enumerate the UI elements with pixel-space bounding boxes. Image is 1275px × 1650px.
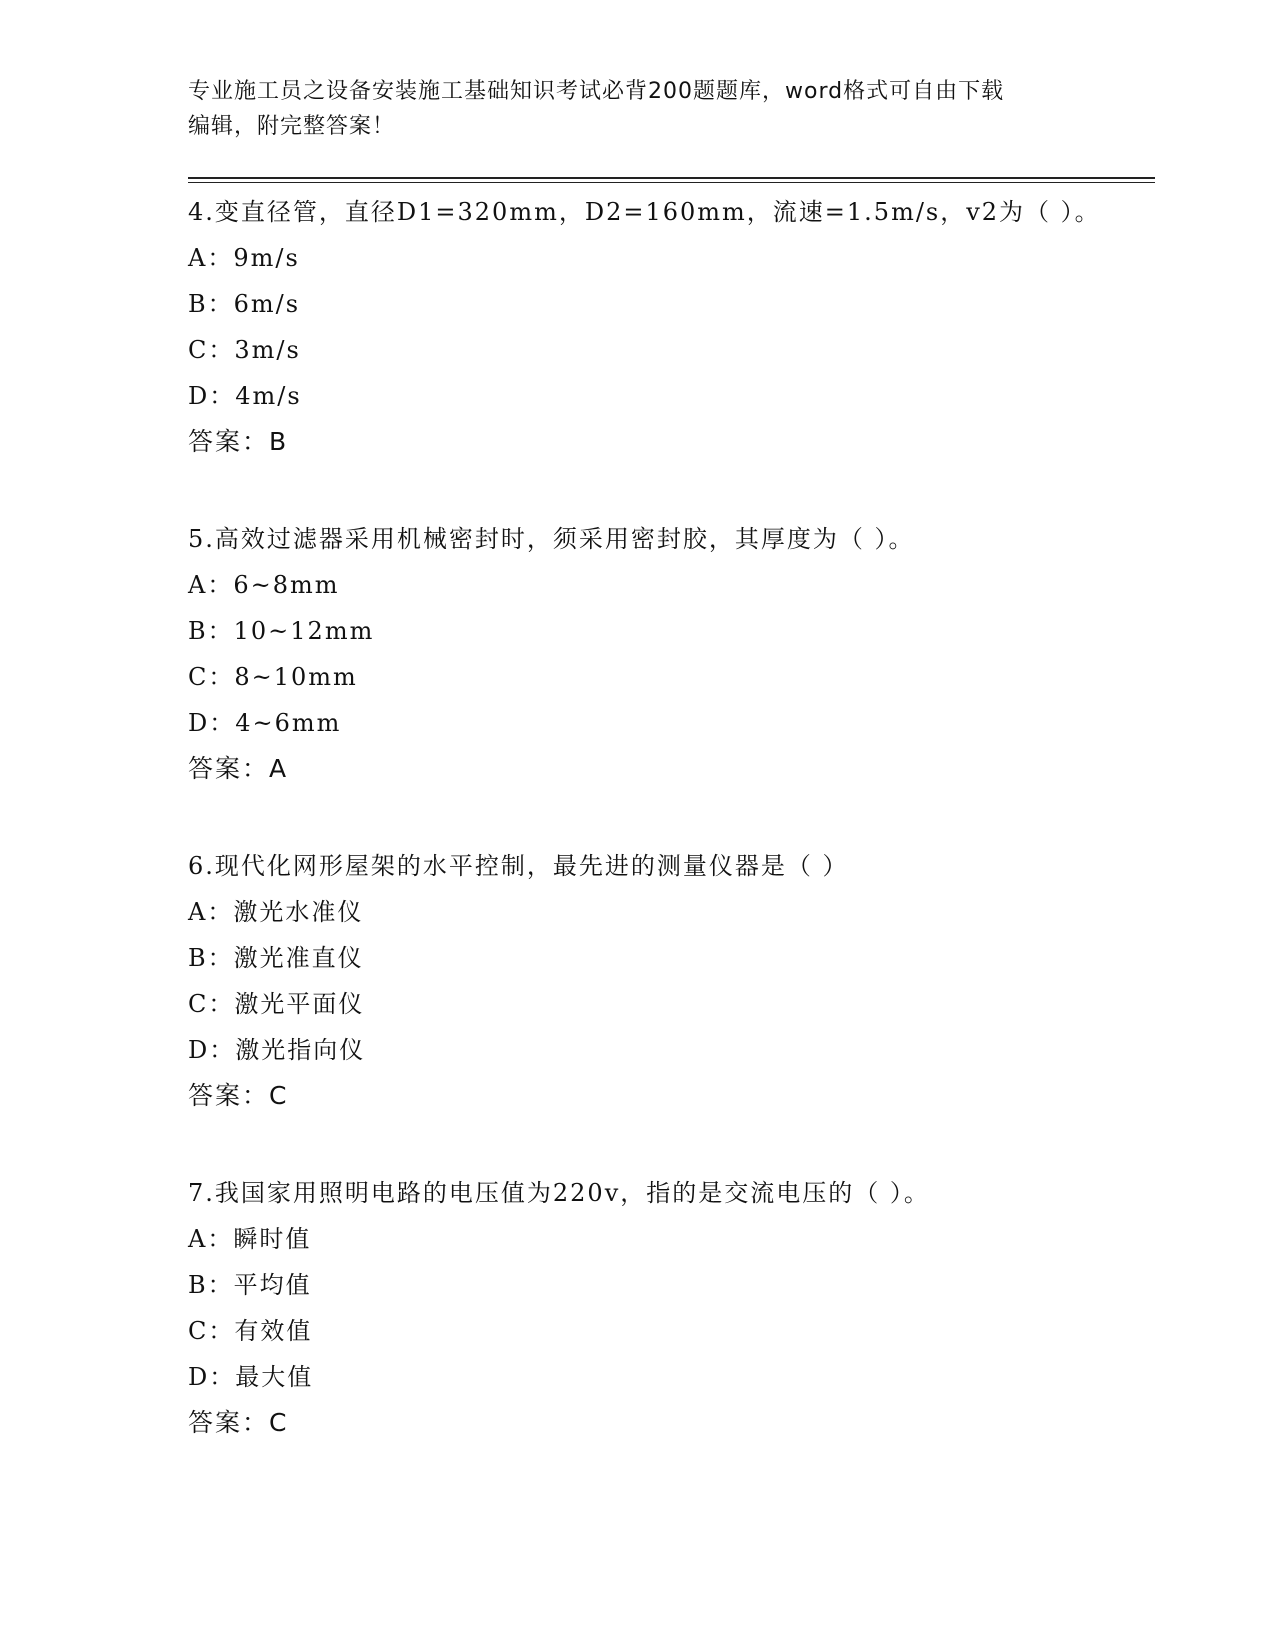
option-a: A：9m/s <box>188 244 300 272</box>
option-d: D：最大值 <box>188 1363 314 1391</box>
option-c: C：激光平面仪 <box>188 990 365 1018</box>
header-line-2: 编辑，附完整答案！ <box>188 114 396 139</box>
option-a: A：瞬时值 <box>188 1225 312 1253</box>
question-stem: 7.我国家用照明电路的电压值为220v，指的是交流电压的（ ）。 <box>188 1179 930 1207</box>
header-divider-thin <box>188 182 1155 183</box>
option-c: C：有效值 <box>188 1317 313 1345</box>
option-d: D：4~6mm <box>188 709 342 737</box>
question-4 <box>188 189 1155 465</box>
option-b: B：6m/s <box>188 290 301 318</box>
question-6 <box>188 843 1155 1119</box>
question-5 <box>188 516 1155 792</box>
question-7 <box>188 1170 1155 1446</box>
option-b: B：激光准直仪 <box>188 944 364 972</box>
option-d: D：4m/s <box>188 382 302 410</box>
question-stem: 6.现代化网形屋架的水平控制，最先进的测量仪器是（ ） <box>188 852 849 880</box>
option-c: C：8~10mm <box>188 663 358 691</box>
option-d: D：激光指向仪 <box>188 1036 366 1064</box>
answer-line: 答案：C <box>188 1408 289 1437</box>
answer-line: 答案：A <box>188 754 289 783</box>
option-a: A：6~8mm <box>188 571 340 599</box>
header-divider-thick <box>188 177 1155 179</box>
option-b: B：平均值 <box>188 1271 312 1299</box>
document-header <box>188 74 1088 144</box>
question-list <box>188 189 1155 1497</box>
question-stem: 5.高效过滤器采用机械密封时，须采用密封胶，其厚度为（ ）。 <box>188 525 915 553</box>
header-line-1: 专业施工员之设备安装施工基础知识考试必背200题题库，word格式可自由下载 <box>188 79 1005 104</box>
option-c: C：3m/s <box>188 336 301 364</box>
option-a: A：激光水准仪 <box>188 898 364 926</box>
question-stem: 4.变直径管，直径D1=320mm，D2=160mm，流速=1.5m/s，v2为（ ）。 <box>188 198 1101 226</box>
answer-line: 答案：C <box>188 1081 289 1110</box>
option-b: B：10~12mm <box>188 617 375 645</box>
answer-line: 答案：B <box>188 427 289 456</box>
